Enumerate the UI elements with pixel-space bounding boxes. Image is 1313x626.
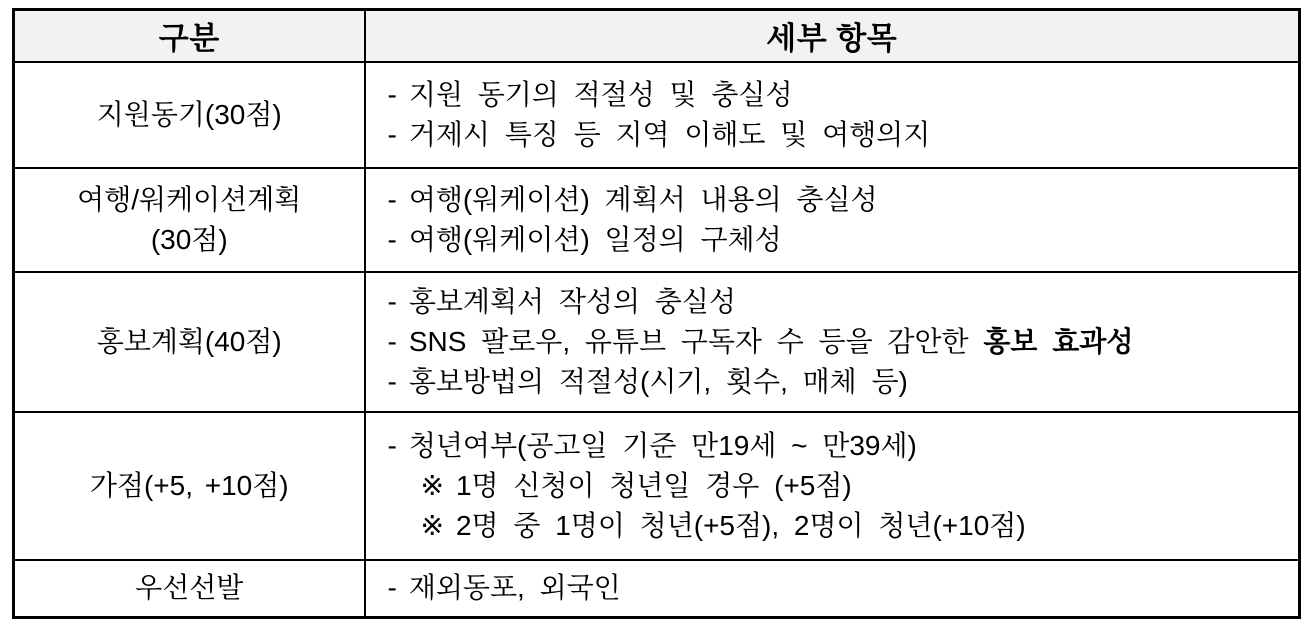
- header-row: [14, 10, 1300, 62]
- details-cell: [365, 412, 1300, 560]
- detail-item: [388, 322, 1291, 362]
- item-marker: ※: [420, 469, 444, 501]
- item-text: 홍보방법의 적절성(시기, 횟수, 매체 등): [408, 365, 908, 397]
- table-row: [14, 412, 1300, 560]
- item-marker: ※: [420, 509, 444, 541]
- category-text: 우선선발: [135, 572, 244, 604]
- detail-item: [388, 282, 1291, 322]
- item-text: 여행(워케이션) 계획서 내용의 충실성: [408, 183, 878, 215]
- category-text: 여행/워케이션계획: [77, 183, 302, 215]
- category-text: 지원동기(30점): [96, 98, 282, 130]
- detail-item: [388, 220, 1291, 260]
- details-cell: [365, 62, 1300, 168]
- details-cell: [365, 272, 1300, 412]
- detail-item: [388, 180, 1291, 220]
- item-text: 1명 신청이 청년일 경우 (+5점): [455, 469, 852, 501]
- item-marker: -: [387, 325, 397, 357]
- header-cell-category: 구분: [14, 10, 365, 62]
- table-body: [14, 62, 1300, 618]
- item-text: 홍보계획서 작성의 충실성: [408, 285, 736, 317]
- item-marker: -: [387, 429, 397, 461]
- detail-item: [388, 466, 1291, 506]
- category-cell: [14, 272, 365, 412]
- detail-item: [388, 362, 1291, 402]
- table-row: [14, 560, 1300, 618]
- detail-item: [388, 115, 1291, 155]
- header-cell-details: 세부 항목: [365, 10, 1300, 62]
- category-cell: [14, 168, 365, 272]
- item-marker: -: [387, 183, 397, 215]
- table-row: [14, 272, 1300, 412]
- details-cell: [365, 168, 1300, 272]
- detail-item: [388, 75, 1291, 115]
- item-marker: -: [387, 365, 397, 397]
- item-text: SNS 팔로우, 유튜브 구독자 수 등을 감안한: [408, 325, 984, 357]
- item-text: 청년여부(공고일 기준 만19세 ~ 만39세): [408, 429, 917, 461]
- category-text: 가점(+5, +10점): [89, 469, 289, 501]
- category-cell: [14, 560, 365, 618]
- category-cell: [14, 412, 365, 560]
- evaluation-criteria-table: [12, 8, 1301, 619]
- item-marker: -: [387, 78, 397, 110]
- table-row: [14, 62, 1300, 168]
- detail-item: [388, 426, 1291, 466]
- item-text: 2명 중 1명이 청년(+5점), 2명이 청년(+10점): [455, 509, 1026, 541]
- category-text: 홍보계획(40점): [96, 325, 282, 357]
- detail-item: [388, 506, 1291, 546]
- item-text-bold: 홍보 효과성: [983, 325, 1134, 357]
- item-text: 재외동포, 외국인: [408, 572, 621, 604]
- item-text: 거제시 특징 등 지역 이해도 및 여행의지: [408, 118, 931, 150]
- item-marker: -: [387, 223, 397, 255]
- category-cell: [14, 62, 365, 168]
- details-cell: [365, 560, 1300, 618]
- detail-item: [388, 568, 1291, 608]
- item-marker: -: [387, 118, 397, 150]
- item-marker: -: [387, 572, 397, 604]
- item-text: 여행(워케이션) 일정의 구체성: [408, 223, 782, 255]
- item-marker: -: [387, 285, 397, 317]
- item-text: 지원 동기의 적절성 및 충실성: [408, 78, 793, 110]
- table-row: [14, 168, 1300, 272]
- category-text: (30점): [150, 223, 228, 255]
